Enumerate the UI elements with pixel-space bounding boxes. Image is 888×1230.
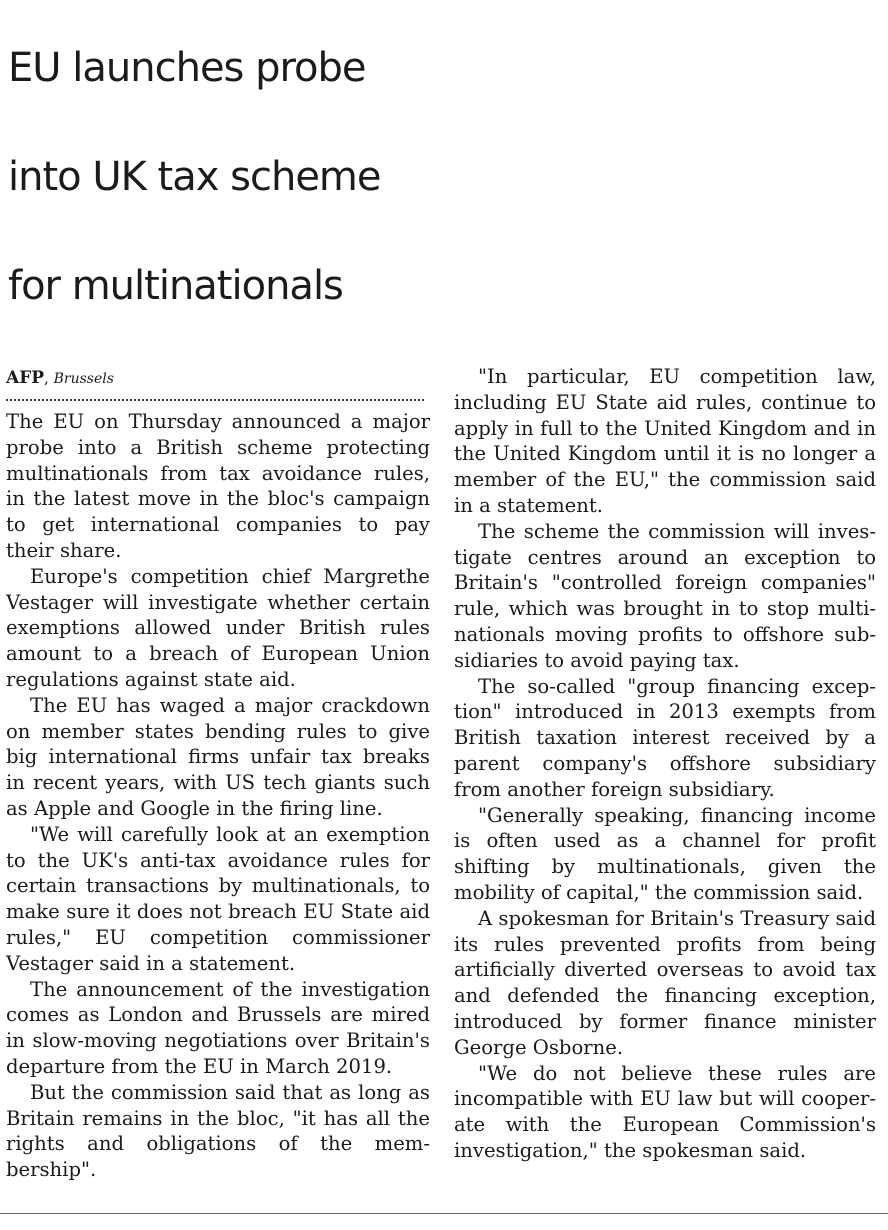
byline-place: Brussels <box>53 371 114 387</box>
byline-separator: , <box>44 369 49 387</box>
headline-line-3: for multinationals <box>8 263 343 309</box>
headline-line-2: into UK tax scheme <box>8 154 381 200</box>
headline-line-1: EU launches probe <box>8 45 366 91</box>
headline <box>8 14 884 341</box>
paragraph: The EU has waged a major crackdown on member states bending rules to give big international firms unfair tax breaks in recent years, with US tech giants such as Apple and Google in the firing line. <box>6 693 430 820</box>
dotted-divider <box>6 399 424 401</box>
paragraph: The EU on Thursday announced a major probe into a British scheme protecting multinationals from tax avoidance rules, in the latest move in the bloc's campaign to get international companies to pay their share. <box>6 410 430 562</box>
paragraph: The announcement of the investigation comes as London and Brussels are mired in slow-moving negotiations over Britain's departure from the EU in March 2019. <box>6 977 430 1078</box>
byline-agency: AFP <box>6 368 45 388</box>
bottom-rule <box>0 1213 888 1214</box>
paragraph: "We will carefully look at an exemption to the UK's anti-tax avoidance rules for certain transactions by multinationals, to make sure it does not breach EU State aid rules," EU competition commissioner Vestager said in a statement. <box>6 822 430 975</box>
paragraph: "We do not believe these rules are incompatible with EU law but will cooperate with the European Commission's investigation," the spokesman said. <box>454 1061 876 1162</box>
paragraph: But the commission said that as long as Britain remains in the bloc, "it has all the rights and obligations of the membership". <box>6 1080 430 1182</box>
paragraph: A spokesman for Britain's Treasury said its rules prevented profits from being artificially diverted overseas to avoid tax and defended the financing exception, introduced by former finance minister George Osborne. <box>454 906 876 1059</box>
paragraph: The scheme the commission will investigate centres around an exception to Britain's "controlled foreign companies" rule, which was brought in to stop multinationals moving profits to offshore subsidiaries to avoid paying tax. <box>454 519 876 672</box>
paragraph: Europe's competition chief Margrethe Vestager will investigate whether certain exemptions allowed under British rules amount to a breach of European Union regulations against state aid. <box>6 564 430 691</box>
left-column <box>6 364 430 1183</box>
paragraph: The so-called "group financing exception" introduced in 2013 exempts from British taxation interest received by a parent company's offshore subsidiary from another foreign subsidiary. <box>454 674 876 801</box>
paragraph: "Generally speaking, financing income is often used as a channel for profit shifting by multinationals, given the mobility of capital," the commission said. <box>454 803 876 904</box>
paragraph: "In particular, EU competition law, including EU State aid rules, continue to apply in full to the United Kingdom and in the United Kingdom until it is no longer a member of the EU," the commission said in a statement. <box>454 365 876 517</box>
right-column <box>454 364 876 1164</box>
byline <box>6 364 430 392</box>
